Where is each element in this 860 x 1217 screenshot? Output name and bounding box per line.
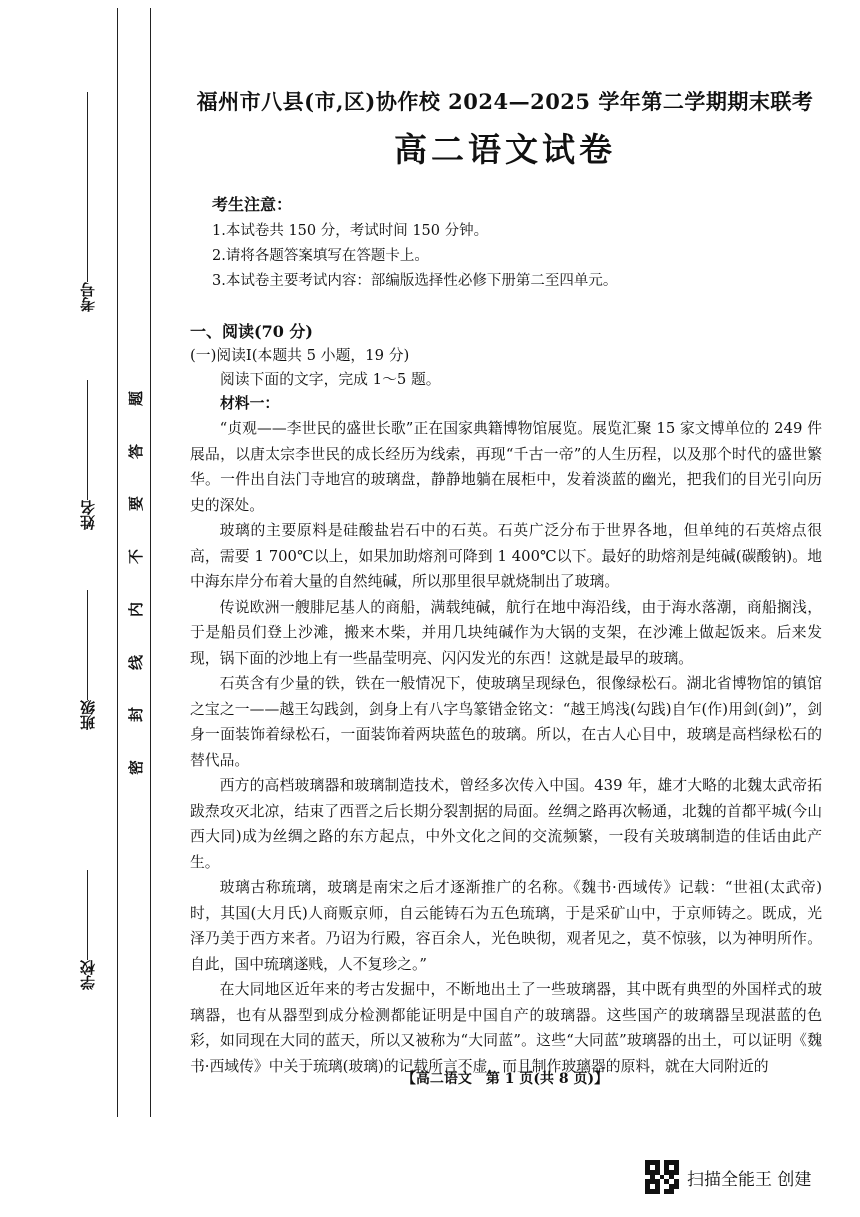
material-paragraph: 传说欧洲一艘腓尼基人的商船，满载纯碱，航行在地中海沿线，由于海水落潮，商船搁浅，于是船员们登上沙滩，搬来木柴，并用几块纯碱作为大锅的支架，在沙滩上做起饭来。后来发现，锅下面的沙地上有一些晶莹明亮、闪闪发光的东西！这就是最早的玻璃。 (190, 598, 822, 667)
notice-item: 1.本试卷共 150 分，考试时间 150 分钟。 (212, 223, 489, 239)
binding-field-blank (87, 590, 88, 700)
exam-subtitle: 高二语文试卷 (394, 130, 616, 169)
material-paragraph: 西方的高档玻璃器和玻璃制造技术，曾经多次传入中国。439 年，雄才大略的北魏太武帝拓跋焘攻灭北凉，结束了西晋之后长期分裂割据的局面。丝绸之路再次畅通，北魏的首都平城(今山西大同)成为丝绸之路的东方起点，中外文化之间的交流频繁，一段有关玻璃制造的佳话由此产生。 (190, 777, 822, 871)
binding-field (70, 590, 104, 730)
seal-char: 答 (127, 443, 146, 459)
material-paragraph: 玻璃的主要原料是硅酸盐岩石中的石英。石英广泛分布于世界各地，但单纯的石英熔点很高，需要 1 700℃以上，如果加助熔剂可降到 1 400℃以下。最好的助熔剂是纯碱(碳酸钠)。地中海东岸分布着大量的自然纯碱，所以那里很早就烧制出了玻璃。 (190, 522, 822, 590)
exam-title: 福州市八县(市,区)协作校 2024—2025 学年第二学期期末联考 (196, 89, 814, 114)
binding-field-label: 学校 (78, 960, 97, 990)
material-title: 材料一： (220, 395, 280, 412)
notice-item: 2.请将各题答案填写在答题卡上。 (212, 248, 429, 264)
qr-cell (674, 1189, 679, 1194)
notice-title: 考生注意： (212, 195, 293, 214)
binding-field-label: 考号 (78, 282, 97, 312)
binding-field-blank (87, 92, 88, 282)
binding-field-blank (87, 380, 88, 500)
page-footer: 【高二语文 第 1 页(共 8 页)】 (401, 1071, 609, 1087)
seal-char: 封 (127, 707, 146, 723)
seal-char: 内 (127, 601, 146, 617)
scanner-label: 扫描全能王 创建 (687, 1169, 812, 1190)
seal-char: 线 (127, 654, 146, 670)
binding-line-inner (150, 8, 151, 1117)
seal-line-notice (125, 388, 147, 778)
binding-field-label: 姓名 (78, 500, 97, 530)
material-paragraph: “贞观——李世民的盛世长歌”正在国家典籍博物馆展览。展览汇聚 15 家文博单位的 249 件展品，以唐太宗李世民的成长经历为线索，再现“千古一帝”的人生历程，以及那个时代的盛世繁华。一件出自法门寺地宫的玻璃盘，静静地躺在展柜中，发着淡蓝的幽光，把我们的目光引向历史的深处。 (190, 420, 822, 514)
qr-code-icon (645, 1160, 679, 1194)
binding-field (70, 870, 104, 990)
scanner-watermark (645, 1160, 811, 1194)
reading-section (190, 320, 822, 1079)
binding-field (70, 380, 104, 530)
notice-item: 3.本试卷主要考试内容：部编版选择性必修下册第二至四单元。 (212, 273, 618, 289)
section-instruction: 阅读下面的文字，完成 1～5 题。 (220, 371, 441, 388)
seal-char: 密 (127, 759, 146, 775)
material-paragraph: 石英含有少量的铁，铁在一般情况下，使玻璃呈现绿色，很像绿松石。湖北省博物馆的镇馆之宝之一——越王勾践剑，剑身上有八字鸟篆错金铭文：“越王鸠浅(勾践)自乍(作)用剑(剑)”，剑身一面装饰着绿松石，一面装饰着两块蓝色的玻璃。所以，在古人心目中，玻璃是高档绿松石的替代品。 (190, 675, 822, 769)
binding-field (70, 92, 104, 312)
candidate-notice (212, 192, 812, 294)
binding-line-outer (117, 8, 118, 1117)
seal-char: 不 (127, 549, 146, 565)
seal-char: 题 (127, 390, 146, 407)
binding-field-label: 班级 (78, 700, 97, 730)
section-title: 一、阅读(70 分) (190, 322, 313, 341)
binding-field-blank (87, 870, 88, 960)
section-sub-title: (一)阅读Ⅰ(本题共 5 小题，19 分) (190, 347, 410, 364)
seal-char: 要 (127, 496, 146, 512)
material-paragraph: 玻璃古称琉璃，玻璃是南宋之后才逐渐推广的名称。《魏书·西域传》记载：“世祖(太武帝)时，其国(大月氏)人商贩京师，自云能铸石为五色琉璃，于是采矿山中，于京师铸之。既成，光泽乃美于西方来者。乃诏为行殿，容百余人，光色映彻，观者见之，莫不惊骇，以为神明所作。自此，国中琉璃遂贱，人不复珍之。” (190, 879, 822, 973)
material-paragraph: 在大同地区近年来的考古发掘中，不断地出土了一些玻璃器，其中既有典型的外国样式的玻璃器，也有从器型到成分检测都能证明是中国自产的玻璃器。这些国产的玻璃器呈现湛蓝的色彩，如同现在大同的蓝天，所以又被称为“大同蓝”。这些“大同蓝”玻璃器的出土，可以证明《魏书·西域传》中关于琉璃(玻璃)的记载所言不虚，而且制作玻璃器的原料，就在大同附近的 (190, 981, 822, 1075)
